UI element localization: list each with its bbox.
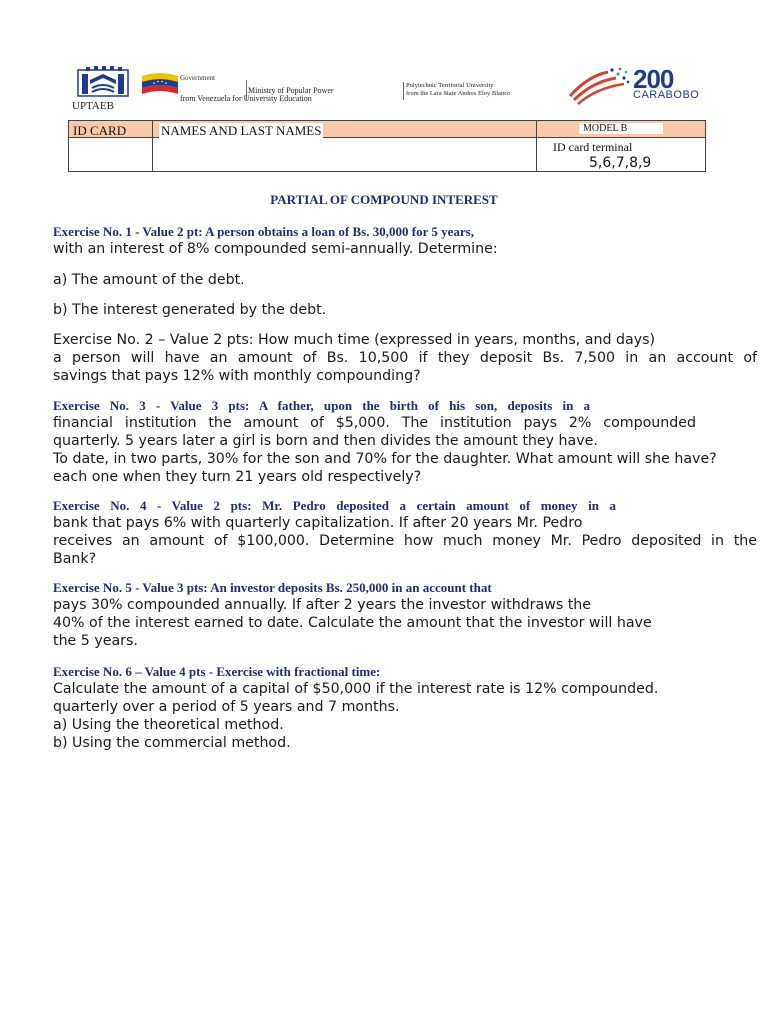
uptaeb-logo-icon <box>72 66 134 100</box>
exercise-body <box>53 414 757 486</box>
exercise-line: Calculate the amount of a capital of $50,000 if the interest rate is 12% compounded. <box>53 681 659 697</box>
exercise-1-part-b: b) The interest generated by the debt. <box>53 302 327 318</box>
exercise-body <box>53 240 757 258</box>
exercise-heading-text: Exercise No. 4 - Value 2 pts: Mr. Pedro deposited a certain amount of money in a <box>53 498 616 513</box>
exercise-line: the 5 years. <box>53 633 138 649</box>
exercise-line: pays 30% compounded annually. If after 2 years the investor withdraws the <box>53 597 592 613</box>
exercise-body <box>53 680 757 752</box>
exercise-heading <box>53 498 757 514</box>
exercise-line: To date, in two parts, 30% for the son and 70% for the daughter. What amount will she have? <box>53 451 717 467</box>
model-label: MODEL B <box>579 123 663 134</box>
exercise-line: Exercise No. 2 – Value 2 pts: How much time (expressed in years, months, and days) <box>53 332 656 348</box>
exercise-heading: Exercise No. 6 – Value 4 pts - Exercise with fractional time: <box>53 664 381 679</box>
carabobo-label: CARABOBO <box>633 89 700 101</box>
exercise-line: bank that pays 6% with quarterly capitalization. If after 20 years Mr. Pedro <box>53 515 583 531</box>
exercise-4 <box>53 498 757 568</box>
exercise-line: financial institution the amount of $5,000. The institution pays 2% compounded <box>53 415 696 431</box>
header-divider-2 <box>403 82 404 100</box>
carabobo-number: 200 <box>633 64 674 94</box>
exercise-body <box>53 596 757 650</box>
exercise-body <box>53 514 757 568</box>
exercise-heading: Exercise No. 1 - Value 2 pt: A person obtains a loan of Bs. 30,000 for 5 years, <box>53 224 474 239</box>
exercise-heading <box>53 398 757 414</box>
student-id-table <box>68 120 706 172</box>
exercise-5 <box>53 580 757 650</box>
ministry-line-2: from Venezuela for University Education <box>180 94 312 103</box>
university-name <box>406 82 510 98</box>
exercise-line: receives an amount of $100,000. Determine how much money Mr. Pedro deposited in the <box>53 533 757 549</box>
table-divider <box>152 121 153 171</box>
page-title: PARTIAL OF COMPOUND INTEREST <box>270 192 498 207</box>
id-card-label: ID CARD <box>73 123 127 138</box>
names-label: NAMES AND LAST NAMES <box>161 123 322 138</box>
exercise-line: savings that pays 12% with monthly compounding? <box>53 368 421 384</box>
exercise-line: quarterly. 5 years later a girl is born and then divides the amount they have. <box>53 433 598 449</box>
terminal-digits: 5,6,7,8,9 <box>589 155 652 171</box>
exercise-line: Bank? <box>53 551 97 567</box>
terminal-label: ID card terminal <box>553 140 633 154</box>
exercise-1 <box>53 224 757 258</box>
university-line-2: from the Lara State Andres Eloy Blanco <box>406 90 511 97</box>
government-label: Government <box>180 74 215 82</box>
uptaeb-label: UPTAEB <box>72 100 114 112</box>
table-divider <box>536 121 537 171</box>
exercise-line: a person will have an amount of Bs. 10,500 if they deposit Bs. 7,500 in an account of <box>53 350 757 366</box>
letterhead <box>68 62 708 114</box>
exercise-line: with an interest of 8% compounded semi-annually. Determine: <box>53 241 498 257</box>
venezuela-flag-icon <box>142 72 178 96</box>
exercise-line: each one when they turn 21 years old respectively? <box>53 469 422 485</box>
exercise-part-a: a) Using the theoretical method. <box>53 717 284 733</box>
exercise-heading-text: Exercise No. 3 - Value 3 pts: A father, upon the birth of his son, deposits in a <box>53 398 590 413</box>
exercise-line: quarterly over a period of 5 years and 7 months. <box>53 699 400 715</box>
exercise-3 <box>53 398 757 486</box>
ministry-line-1: Ministry of Popular Power <box>248 86 334 95</box>
university-line-1: Polytechnic Territorial University <box>406 82 494 89</box>
exercise-part-b: b) Using the commercial method. <box>53 735 291 751</box>
exercise-6 <box>53 664 757 752</box>
exercise-1-part-a: a) The amount of the debt. <box>53 272 245 288</box>
exercise-2 <box>53 331 757 385</box>
exercise-line: 40% of the interest earned to date. Calculate the amount that the investor will have <box>53 615 652 631</box>
exercise-heading: Exercise No. 5 - Value 3 pts: An investor deposits Bs. 250,000 in an account that <box>53 580 492 595</box>
